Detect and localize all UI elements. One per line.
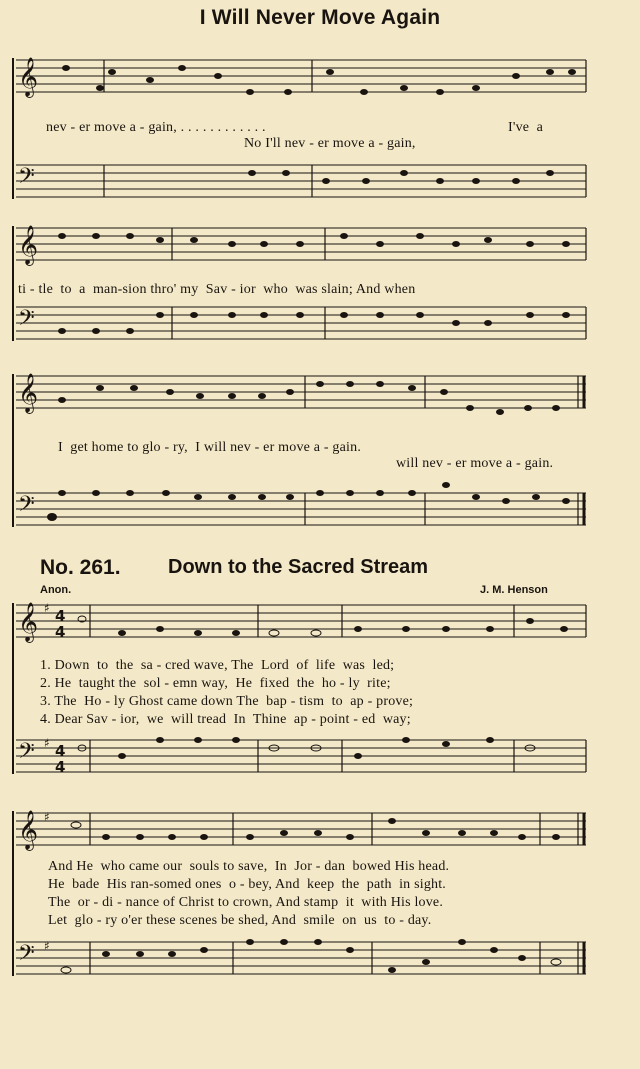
time-signature: 4 <box>55 758 66 776</box>
staff-3-bass <box>16 493 586 525</box>
treble-clef-icon: 𝄞 <box>18 810 39 850</box>
verse-3-line-2: The or - di - nance of Christ to crown, And stamp it with His love. <box>48 895 444 910</box>
staff-3-treble <box>16 376 586 408</box>
staff-5-treble <box>16 813 586 845</box>
key-signature-sharp-icon: ♯ <box>44 601 50 615</box>
key-signature-sharp-icon: ♯ <box>44 939 50 953</box>
verse-4-line-2: Let glo - ry o'er these scenes be shed, And smile on us to - day. <box>48 913 432 928</box>
words-credit: Anon. <box>40 584 72 596</box>
time-signature: 4 <box>55 623 66 641</box>
staff-4-treble <box>16 605 586 637</box>
treble-clef-icon: 𝄞 <box>18 57 39 97</box>
lyric-line-1-end: I've a <box>508 120 544 135</box>
staff-5-bass <box>16 942 586 974</box>
bass-clef-icon: 𝄢 <box>18 492 35 522</box>
bass-clef-icon: 𝄢 <box>18 306 35 336</box>
key-signature-sharp-icon: ♯ <box>44 736 50 750</box>
lyric-line-2: ti - tle to a man-sion thro' my Sav - ior who was slain; And when <box>18 282 416 297</box>
lyric-line-3: I get home to glo - ry, I will nev - er move a - gain. <box>58 440 362 455</box>
verse-2-line-1: 2. He taught the sol - emn way, He fixed the ho - ly rite; <box>40 676 391 691</box>
verse-2-line-2: He bade His ran-somed ones o - bey, And keep the path in sight. <box>48 877 447 892</box>
hymn-number: No. 261. <box>40 556 121 579</box>
hymn-title: Down to the Sacred Stream <box>168 556 429 578</box>
treble-clef-icon: 𝄞 <box>18 373 39 413</box>
time-signature: 4 <box>55 607 66 625</box>
staff-1-bass <box>16 165 586 197</box>
verse-1-line-1: 1. Down to the sa - cred wave, The Lord of life was led; <box>40 658 395 673</box>
lyric-line-1: nev - er move a - gain, . . . . . . . . . . . . <box>46 120 266 135</box>
lyric-line-3-alt: will nev - er move a - gain. <box>396 456 554 471</box>
bass-clef-icon: 𝄢 <box>18 739 35 769</box>
bass-clef-icon: 𝄢 <box>18 164 35 194</box>
lyric-line-1-alt: No I'll nev - er move a - gain, <box>244 136 416 151</box>
key-signature-sharp-icon: ♯ <box>44 810 50 824</box>
verse-3-line-1: 3. The Ho - ly Ghost came down The bap - tism to ap - prove; <box>40 694 414 709</box>
staff-4-bass <box>16 740 586 772</box>
verse-4-line-1: 4. Dear Sav - ior, we will tread In Thine ap - point - ed way; <box>40 712 411 727</box>
prev-hymn-title: I Will Never Move Again <box>199 6 441 29</box>
music-credit: J. M. Henson <box>480 584 548 596</box>
staff-2-bass <box>16 307 586 339</box>
bass-clef-icon: 𝄢 <box>18 941 35 971</box>
verse-1-line-2: And He who came our souls to save, In Jor - dan bowed His head. <box>48 859 450 874</box>
treble-clef-icon: 𝄞 <box>18 225 39 265</box>
treble-clef-icon: 𝄞 <box>18 602 39 642</box>
time-signature: 4 <box>55 742 66 760</box>
